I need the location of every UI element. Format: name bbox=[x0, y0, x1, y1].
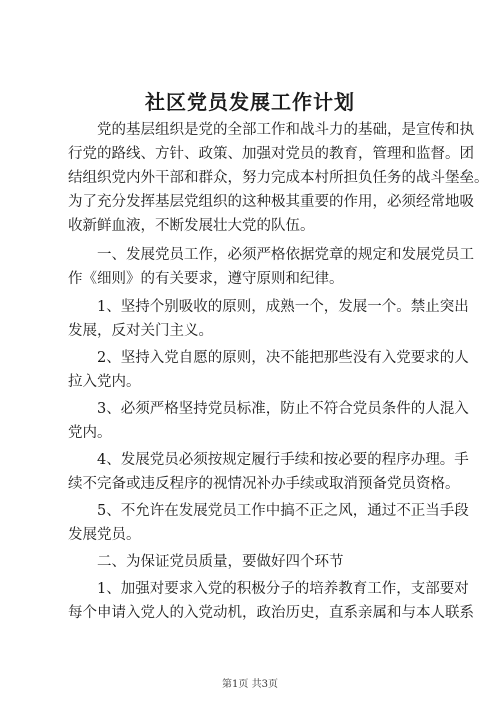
section-heading: 二、为保证党员质量，要做好四个环节 bbox=[97, 554, 344, 570]
paragraph-line: 2、坚持入党自愿的原则，决不能把那些没有入党要求的人 bbox=[97, 350, 469, 366]
paragraph-line: 作《细则》的有关要求，遵守原则和纪律。 bbox=[68, 271, 344, 287]
paragraph-line: 1、坚持个别吸收的原则，成熟一个，发展一个。禁止突出 bbox=[97, 299, 469, 315]
paragraph-line: 党的基层组织是党的全部工作和战斗力的基础，是宣传和执 bbox=[97, 122, 474, 138]
paragraph-line: 发展，反对关门主义。 bbox=[68, 323, 213, 339]
paragraph-line: 行党的路线、方针、政策、加强对党员的教育，管理和监督。团 bbox=[68, 146, 474, 162]
paragraph-line: 3、必须严格坚持党员标准，防止不符合党员条件的人混入 bbox=[97, 401, 469, 417]
document-title: 社区党员发展工作计划 bbox=[145, 90, 355, 114]
paragraph-line: 一、发展党员工作，必须严格依据党章的规定和发展党员工 bbox=[97, 247, 474, 263]
paragraph-line: 结组织党内外干部和群众，努力完成本村所担负任务的战斗堡垒。 bbox=[68, 170, 489, 186]
paragraph-line: 4、发展党员必须按规定履行手续和按必要的程序办理。手 bbox=[97, 452, 469, 468]
paragraph-line: 5、不允许在发展党员工作中搞不正之风，通过不正当手段 bbox=[97, 503, 469, 519]
page-footer: 第1页 共3页 bbox=[222, 679, 278, 690]
paragraph-line: 收新鲜血液，不断发展壮大党的队伍。 bbox=[68, 218, 315, 234]
paragraph-line: 为了充分发挥基层党组织的这种极其重要的作用，必须经常地吸 bbox=[68, 194, 474, 210]
paragraph-line: 每个申请入党人的入党动机，政治历史，直系亲属和与本人联系 bbox=[68, 605, 474, 621]
paragraph-line: 党内。 bbox=[68, 425, 112, 441]
paragraph-line: 1、加强对要求入党的积极分子的培养教育工作，支部要对 bbox=[97, 581, 469, 597]
paragraph-line: 续不完备或违反程序的视情况补办手续或取消预备党员资格。 bbox=[68, 476, 460, 492]
paragraph-line: 发展党员。 bbox=[68, 527, 141, 543]
paragraph-line: 拉入党内。 bbox=[68, 374, 141, 390]
